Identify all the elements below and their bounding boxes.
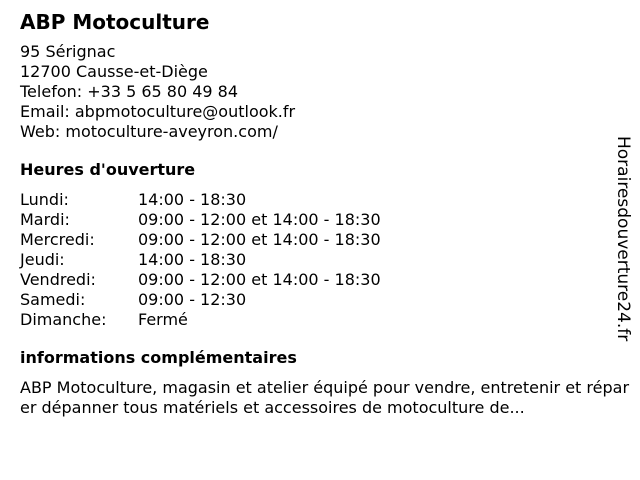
day-label: Lundi: <box>20 190 69 209</box>
day-hours: 14:00 - 18:30 <box>138 250 247 269</box>
address-line-1: 95 Sérignac <box>20 42 116 61</box>
hours-table <box>20 190 381 330</box>
hours-heading: Heures d'ouverture <box>20 160 196 179</box>
watermark-text: Horairesdouverture24.fr <box>613 136 633 342</box>
hours-row-saturday <box>20 290 381 310</box>
info-heading: informations complémentaires <box>20 348 297 367</box>
web-line: Web: motoculture-aveyron.com/ <box>20 122 278 141</box>
info-description: ABP Motoculture, magasin et atelier équipé pour vendre, entretenir et réparer dépanner tous matériels et accessoires de motoculture de... <box>20 378 630 417</box>
hours-row-wednesday <box>20 230 381 250</box>
day-label: Vendredi: <box>20 270 96 289</box>
day-label: Jeudi: <box>20 250 65 269</box>
hours-row-thursday <box>20 250 381 270</box>
business-name: ABP Motoculture <box>20 10 210 34</box>
day-label: Mercredi: <box>20 230 95 249</box>
day-label: Dimanche: <box>20 310 107 329</box>
day-hours: 09:00 - 12:00 et 14:00 - 18:30 <box>138 230 381 249</box>
day-hours: 09:00 - 12:00 et 14:00 - 18:30 <box>138 270 381 289</box>
address-line-2: 12700 Causse-et-Diège <box>20 62 208 81</box>
hours-row-friday <box>20 270 381 290</box>
phone-line: Telefon: +33 5 65 80 49 84 <box>20 82 239 101</box>
hours-row-sunday <box>20 310 381 330</box>
day-hours: 14:00 - 18:30 <box>138 190 247 209</box>
site-watermark <box>612 136 634 346</box>
day-label: Samedi: <box>20 290 86 309</box>
day-hours: 09:00 - 12:00 et 14:00 - 18:30 <box>138 210 381 229</box>
day-hours: Fermé <box>138 310 188 329</box>
day-label: Mardi: <box>20 210 70 229</box>
email-line: Email: abpmotoculture@outlook.fr <box>20 102 296 121</box>
hours-row-tuesday <box>20 210 381 230</box>
hours-row-monday <box>20 190 381 210</box>
day-hours: 09:00 - 12:30 <box>138 290 247 309</box>
